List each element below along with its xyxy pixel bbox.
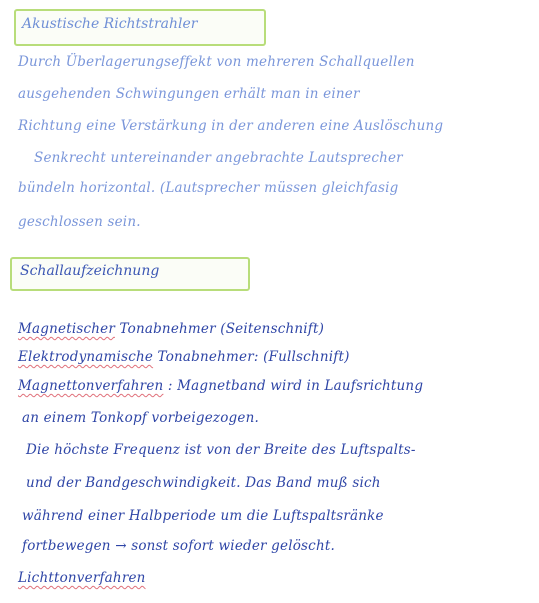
item-elektrodynamische-rest: Tonabnehmer: (Fullschnift) — [153, 349, 350, 365]
item-magnetischer — [18, 321, 324, 337]
section1-line-6: geschlossen sein. — [18, 214, 141, 230]
section1-line-4: Senkrecht untereinander angebrachte Lautsprecher — [34, 150, 403, 166]
item-magnetischer-rest: Tonabnehmer (Seitenschnift) — [114, 321, 325, 337]
item-magnettonverfahren-rest: : Magnetband wird in Laufsrichtung — [163, 378, 424, 394]
section1-heading: Akustische Richtstrahler — [22, 16, 198, 32]
paragraph-line-1: an einem Tonkopf vorbeigezogen. — [22, 410, 259, 426]
term-lichttonverfahren: Lichttonverfahren — [18, 570, 146, 586]
section1-line-1: Durch Überlagerungseffekt von mehreren Schallquellen — [18, 54, 415, 70]
term-magnettonverfahren: Magnettonverfahren — [18, 378, 164, 394]
section1-line-2: ausgehenden Schwingungen erhält man in einer — [18, 86, 360, 102]
paragraph-line-4: während einer Halbperiode um die Luftspaltsränke — [22, 508, 384, 524]
paragraph-line-5: fortbewegen → sonst sofort wieder gelöscht. — [22, 538, 335, 554]
item-magnettonverfahren — [18, 378, 423, 394]
paragraph-line-3: und der Bandgeschwindigkeit. Das Band muß sich — [26, 475, 381, 491]
item-elektrodynamische — [18, 349, 350, 365]
item-lichttonverfahren — [18, 570, 146, 586]
section1-line-3: Richtung eine Verstärkung in der anderen eine Auslöschung — [18, 118, 444, 134]
term-magnetischer: Magnetischer — [18, 321, 115, 337]
section2-heading: Schallaufzeichnung — [20, 263, 160, 279]
term-elektrodynamische: Elektrodynamische — [18, 349, 154, 365]
paragraph-line-2: Die höchste Frequenz ist von der Breite des Luftspalts- — [26, 442, 416, 458]
section1-line-5: bündeln horizontal. (Lautsprecher müssen gleichfasig — [18, 180, 399, 196]
